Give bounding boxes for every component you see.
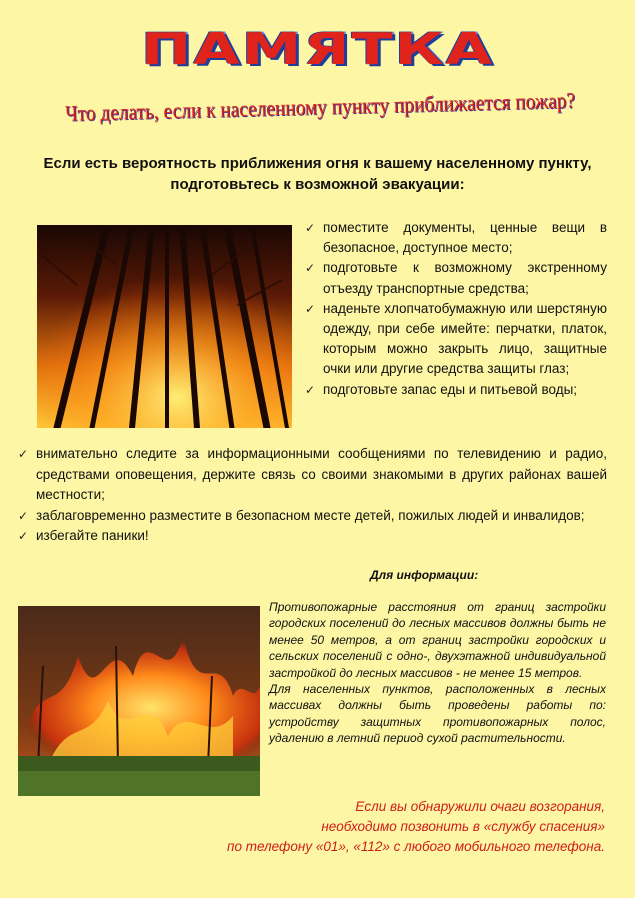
list-item <box>305 299 607 380</box>
checkmark-icon: ✓ <box>18 508 29 523</box>
list-item-text: подготовьте запас еды и питьевой воды; <box>323 381 578 397</box>
checkmark-icon: ✓ <box>305 261 316 276</box>
emergency-call-notice <box>150 797 605 857</box>
info-paragraph: Для населенных пунктов, расположенных в лесных массивах должны быть проведены работы по: устройству защитных противопожарных полос, удалению в летний период сухой растительности. <box>269 682 606 746</box>
list-item <box>305 380 607 400</box>
checkmark-icon: ✓ <box>305 221 316 235</box>
checkmark-icon: ✓ <box>305 301 316 316</box>
list-item-text: внимательно следите за информационными сообщениями по телевидению и радио, средствами оповещения, держите связь со своими знакомыми в других районах вашей местности; <box>36 446 607 502</box>
list-item-text: поместите документы, ценные вещи в безопасное, доступное место; <box>323 220 607 256</box>
footer-line: Если вы обнаружили очаги возгорания, <box>355 799 605 814</box>
info-text <box>269 599 606 747</box>
list-item <box>305 218 607 258</box>
list-item-text: наденьте хлопчатобумажную или шерстяную одежду, при себе имейте: перчатки, платок, которым можно закрыть лицо, защитные очки или другие средства защиты глаз; <box>323 300 607 377</box>
checkmark-icon: ✓ <box>305 382 316 397</box>
info-paragraph: Противопожарные расстояния от границ застройки городских поселений до лесных массивов должны быть не менее 50 метров, а от границ застройки городских и сельских поселений с одно-, двухэтажной индивидуальной застройкой до лесных массивов - не менее 15 метров. <box>269 600 606 680</box>
checkmark-icon: ✓ <box>18 529 29 543</box>
list-item <box>18 444 607 506</box>
footer-line: по телефону «01», «112» с любого мобильного телефона. <box>227 839 605 854</box>
list-item-text: заблаговременно разместите в безопасном месте детей, пожилых людей и инвалидов; <box>36 507 585 523</box>
page-title: ПАМЯТКА <box>141 24 494 75</box>
info-heading: Для информации: <box>370 568 479 582</box>
page-subtitle: Что делать, если к населенному пункту приближается пожар? <box>64 87 576 126</box>
list-item <box>18 526 607 547</box>
list-item-text: избегайте паники! <box>36 528 149 543</box>
checklist-full <box>18 444 607 547</box>
checkmark-icon: ✓ <box>18 447 29 461</box>
list-item <box>305 258 607 298</box>
list-item-text: подготовьте к возможному экстренному отъезду транспортные средства; <box>323 260 607 296</box>
footer-line: необходимо позвонить в «службу спасения» <box>321 819 605 834</box>
wildfire-photo <box>18 606 260 796</box>
lead-paragraph: Если есть вероятность приближения огня к вашему населенному пункту, подготовьтесь к возможной эвакуации: <box>43 155 592 193</box>
list-item <box>18 506 607 527</box>
forest-fire-photo <box>37 225 292 428</box>
checklist-right <box>305 218 607 400</box>
